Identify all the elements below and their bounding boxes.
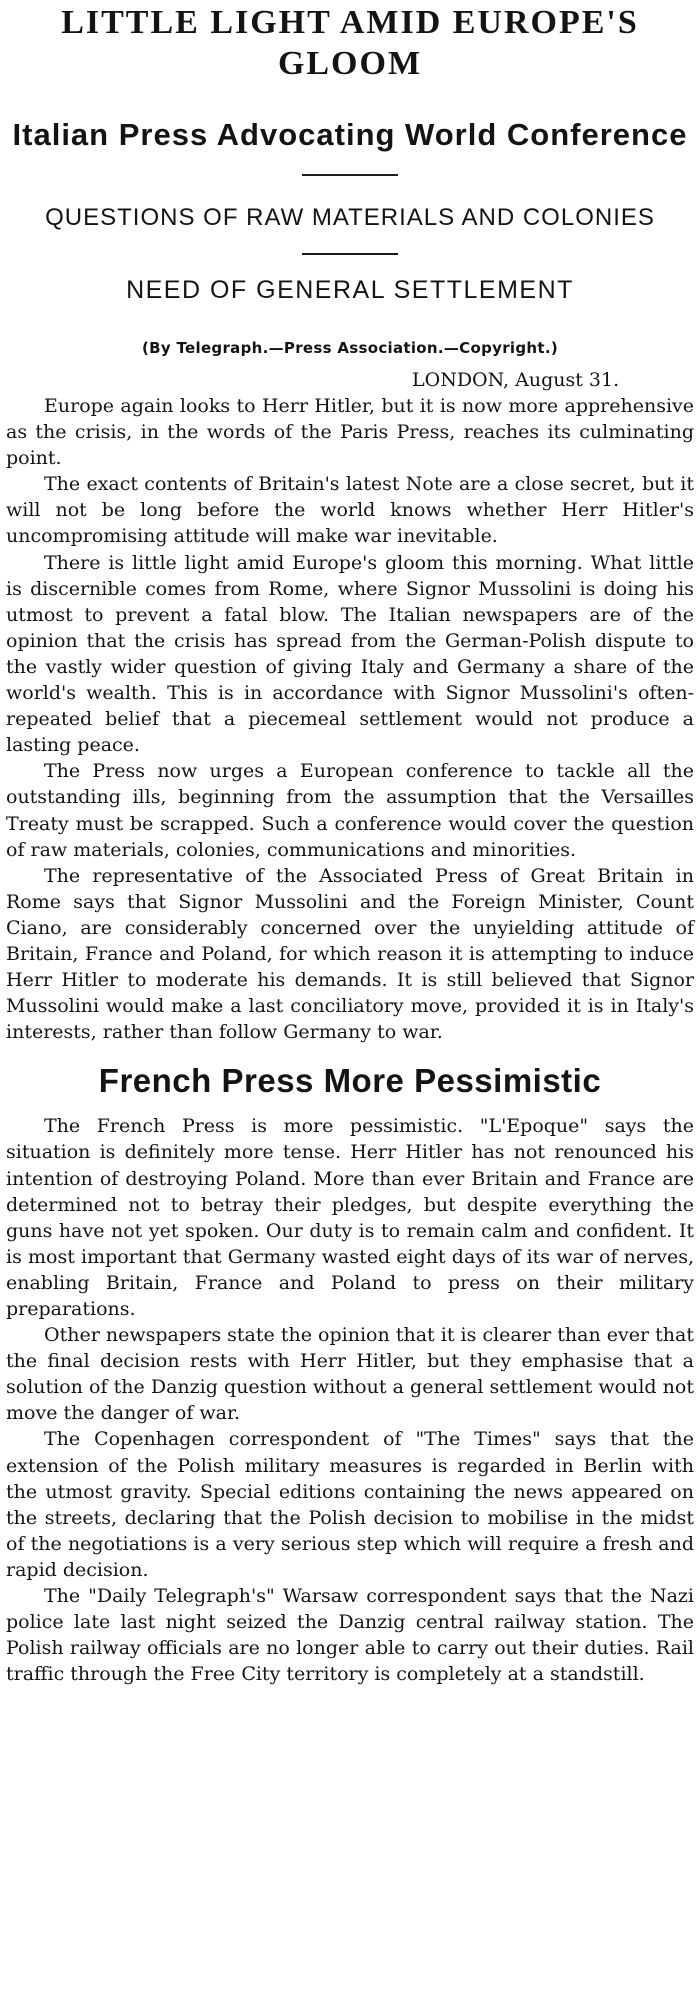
wire-credit: (By Telegraph.—Press Association.—Copyright.) bbox=[142, 339, 558, 357]
subheadline: Italian Press Advocating World Conference bbox=[12, 117, 688, 152]
body-paragraph: The exact contents of Britain's latest Note are a close secret, but it will not be long before the world knows whether Herr Hitler's uncompromising attitude will make war inevitable. bbox=[6, 473, 694, 548]
body-paragraph: The representative of the Associated Press of Great Britain in Rome says that Signor Mussolini and the Foreign Minister, Count Ciano, are considerably concerned over the unyielding attitude of Britain, France and Poland, for which reason it is attempting to induce Herr Hitler to moderate his demands. It is still believed that Signor Mussolini would make a last conciliatory move, provided it is in Italy's interests, rather than follow Germany to war. bbox=[6, 864, 694, 1044]
divider-rule bbox=[302, 174, 398, 176]
body-paragraph: Other newspapers state the opinion that it is clearer than ever that the final decision rests with Herr Hitler, but they emphasise that a solution of the Danzig question without a general settlement would not move the danger of war. bbox=[6, 1324, 694, 1425]
section-heading: French Press More Pessimistic bbox=[98, 1062, 602, 1100]
deck-general-settlement: NEED OF GENERAL SETTLEMENT bbox=[126, 276, 574, 304]
body-paragraph: The "Daily Telegraph's" Warsaw correspondent says that the Nazi police late last night seized the Danzig central railway station. The Polish railway officials are no longer able to carry out their duties. Rail traffic through the Free City territory is completely at a standstill. bbox=[6, 1585, 694, 1686]
headline: LITTLE LIGHT AMID EUROPE'S GLOOM bbox=[61, 4, 639, 82]
body-paragraph: There is little light amid Europe's gloom this morning. What little is discernible comes from Rome, where Signor Mussolini is doing his utmost to prevent a fatal blow. The Italian newspapers are of the opinion that the crisis has spread from the German-Polish dispute to the vastly wider question of giving Italy and Germany a share of the world's wealth. This is in accordance with Signor Mussolini's often-repeated belief that a piecemeal settlement would not produce a lasting peace. bbox=[6, 551, 694, 757]
article-body bbox=[6, 393, 694, 1045]
deck-raw-materials: QUESTIONS OF RAW MATERIALS AND COLONIES bbox=[45, 204, 655, 231]
body-paragraph: The Press now urges a European conference to tackle all the outstanding ills, beginning from the assumption that the Versailles Treaty must be scrapped. Such a conference would cover the question of raw materials, colonies, communications and minorities. bbox=[6, 760, 694, 861]
divider-rule bbox=[302, 253, 398, 255]
body-paragraph: The Copenhagen correspondent of "The Times" says that the extension of the Polish military measures is regarded in Berlin with the utmost gravity. Special editions containing the news appeared on the streets, declaring that the Polish decision to mobilise in the midst of the negotiations is a very serious step which will require a fresh and rapid decision. bbox=[6, 1428, 694, 1581]
dateline: LONDON, August 31. bbox=[412, 369, 620, 391]
section-body bbox=[6, 1113, 694, 1687]
body-paragraph: Europe again looks to Herr Hitler, but it is now more apprehensive as the crisis, in the words of the Paris Press, reaches its culminating point. bbox=[6, 395, 694, 470]
body-paragraph: The French Press is more pessimistic. "L'Epoque" says the situation is definitely more tense. Herr Hitler has not renounced his intention of destroying Poland. More than ever Britain and France are determined not to betray their pledges, but despite everything the guns have not yet spoken. Our duty is to remain calm and confident. It is most important that Germany wasted eight days of its war of nerves, enabling Britain, France and Poland to press on their military preparations. bbox=[6, 1115, 694, 1320]
